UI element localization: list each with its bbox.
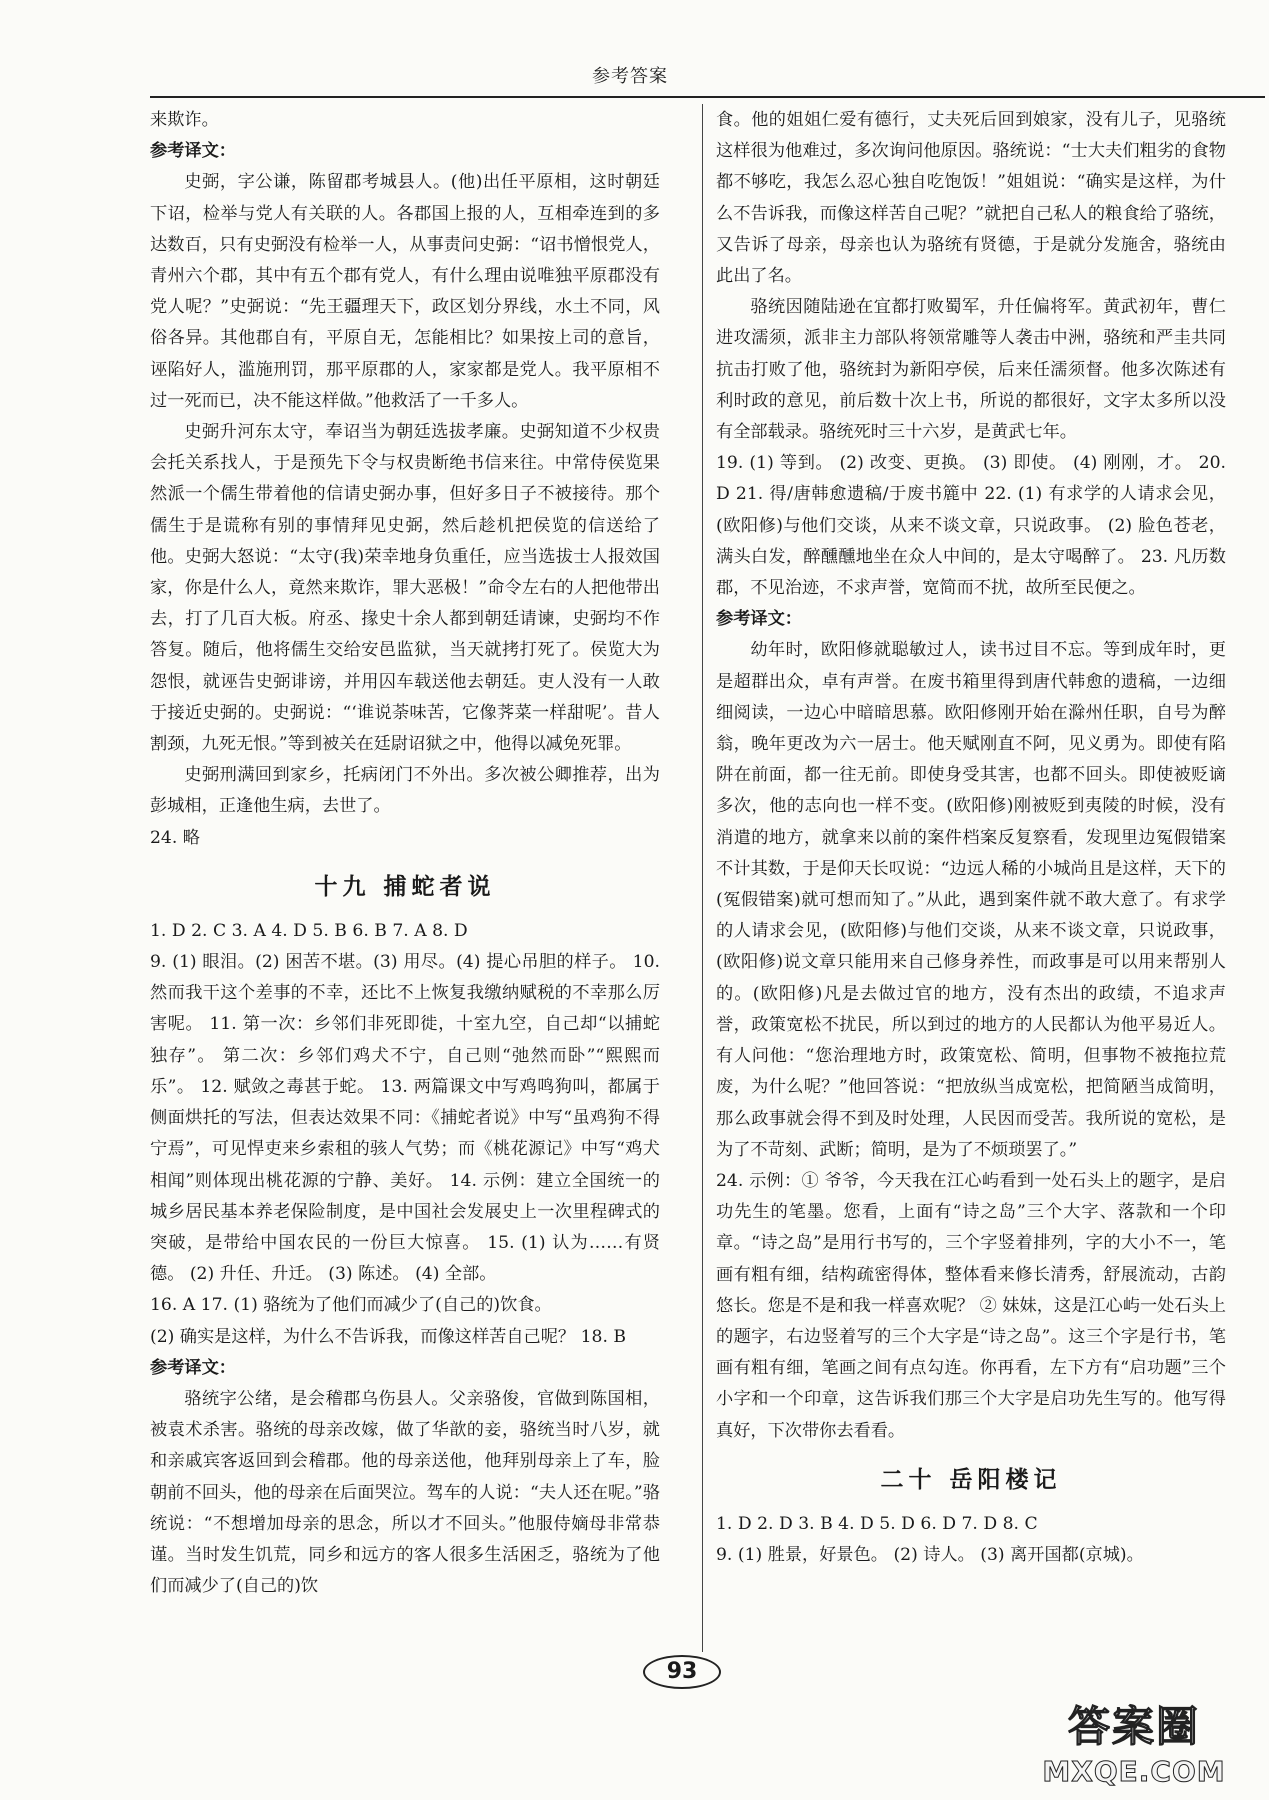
reference-translation-label: 参考译文： xyxy=(150,1357,236,1378)
translation-paragraph: 食。他的姐姐仁爱有德行，丈夫死后回到娘家，没有儿子，见骆统这样很为他难过，多次询问他原因。骆统说：“士大夫们粗劣的食物都不够吃，我怎么忍心独自吃饱饭！”姐姐说：“确实是这样，为什么不告诉我，而像这样苦自己呢？”就把自己私人的粮食给了骆统，又告诉了母亲，母亲也认为骆统有贤德，于是就分发施舍，骆统由此出了名。 xyxy=(716,110,1226,287)
page-number: 93 xyxy=(643,1655,721,1689)
translation-paragraph: 史弼刑满回到家乡，托病闭门不外出。多次被公卿推荐，出为彭城相，正逢他生病，去世了。 xyxy=(150,765,660,817)
watermark-top-text: 答案圈 xyxy=(1067,1702,1200,1751)
translation-paragraph: 骆统字公绪，是会稽郡乌伤县人。父亲骆俊，官做到陈国相，被袁术杀害。骆统的母亲改嫁，做了华歆的妾，骆统当时八岁，就和亲戚宾客返回到会稽郡。他的母亲送他，他拜别母亲上了车，脸朝前不回头，他的母亲在后面哭泣。驾车的人说：“夫人还在呢。”骆统说：“不想增加母亲的思念，所以才不回头。”他服侍嫡母非常恭谨。当时发生饥荒，同乡和远方的客人很多生活困乏，骆统为了他们而减少了(自己的)饮 xyxy=(150,1388,660,1597)
right-column xyxy=(716,105,1226,1571)
watermark-logo xyxy=(1012,1700,1256,1798)
answer-line: 1. D 2. D 3. B 4. D 5. D 6. D 7. D 8. C xyxy=(716,1513,1038,1534)
text-line: 来欺诈。 xyxy=(150,110,219,130)
section-title: 二十 岳阳楼记 xyxy=(880,1466,1062,1493)
reference-translation-label: 参考译文： xyxy=(150,141,236,162)
translation-paragraph: 幼年时，欧阳修就聪敏过人，读书过目不忘。等到成年时，更是超群出众，卓有声誉。在废书箱里得到唐代韩愈的遗稿，一边细细阅读，一边心中暗暗思慕。欧阳修刚开始在滁州任职，自号为醉翁，晚年更改为六一居士。他天赋刚直不阿，见义勇为。即使有陷阱在前面，都一往无前。即使身受其害，也都不回头。即使被贬谪多次，他的志向也一样不变。(欧阳修)刚被贬到夷陵的时候，没有消遣的地方，就拿来以前的案件档案反复察看，发现里边冤假错案不计其数，于是仰天长叹说：“边远人稀的小城尚且是这样，天下的(冤假错案)就可想而知了。”从此，遇到案件就不敢大意了。有求学的人请求会见，(欧阳修)与他们交谈，从来不谈文章，只说政事，(欧阳修)说文章只能用来自己修身养性，而政事是可以用来帮别人的。(欧阳修)凡是去做过官的地方，没有杰出的政绩，不追求声誉，政策宽松不扰民，所以到过的地方的人民都认为他平易近人。有人问他：“您治理地方时，政策宽松、简明，但事物不被拖拉荒废，为什么呢？”他回答说：“把放纵当成宽松，把简陋当成简明，那么政事就会得不到及时处理，人民因而受苦。我所说的宽松，是为了不苛刻、武断；简明，是为了不烦琐罢了。” xyxy=(716,640,1226,1160)
header-rule xyxy=(150,96,1265,98)
answer-line: 9. (1) 胜景，好景色。 (2) 诗人。 (3) 离开国都(京城)。 xyxy=(716,1544,1144,1565)
answer-line: (2) 确实是这样，为什么不告诉我，而像这样苦自己呢？ 18. B xyxy=(150,1326,627,1347)
column-divider xyxy=(702,104,703,1652)
answer-line: 1. D 2. C 3. A 4. D 5. B 6. B 7. A 8. D xyxy=(150,920,468,941)
section-title: 十九 捕蛇者说 xyxy=(314,873,496,900)
answer-paragraph: 24. 示例：① 爷爷，今天我在江心屿看到一处石头上的题字，是启功先生的笔墨。您看，上面有“诗之岛”三个大字、落款和一个印章。“诗之岛”是用行书写的，三个字竖着排列，字的大小不一，笔画有粗有细，结构疏密得体，整体看来修长清秀，舒展流动，古韵悠长。您是不是和我一样喜欢呢？ ② 妹妹，这是江心屿一处石头上的题字，右边竖着写的三个大字是“诗之岛”。这三个字是行书，笔画有粗有细，笔画之间有点勾连。你再看，左下方有“启功题”三个小字和一个印章，这告诉我们那三个大字是启功先生写的。他写得真好，下次带你去看看。 xyxy=(716,1170,1226,1441)
translation-paragraph: 史弼升河东太守，奉诏当为朝廷选拔孝廉。史弼知道不少权贵会托关系找人，于是预先下令与权贵断绝书信来往。中常侍侯览果然派一个儒生带着他的信请史弼办事，但好多日子不被接待。那个儒生于是谎称有别的事情拜见史弼，然后趁机把侯览的信送给了他。史弼大怒说：“太守(我)荣幸地身负重任，应当选拔士人报效国家，你是什么人，竟然来欺诈，罪大恶极！”命令左右的人把他带出去，打了几百大板。府丞、掾史十余人都到朝廷请谏，史弼均不作答复。随后，他将儒生交给安邑监狱，当天就拷打死了。侯览大为怨恨，就诬告史弼诽谤，并用囚车载送他去朝廷。吏人没有一人敢于接近史弼的。史弼说：“‘谁说荼味苦，它像荠菜一样甜呢’。昔人割颈，九死无恨。”等到被关在廷尉诏狱之中，他得以减免死罪。 xyxy=(150,422,660,755)
reference-translation-label: 参考译文： xyxy=(716,609,802,630)
watermark-bottom-text: MXQE.COM xyxy=(1042,1755,1226,1788)
answer-paragraph: 19. (1) 等到。 (2) 改变、更换。 (3) 即使。 (4) 刚刚，才。 20. D 21. 得/唐韩愈遗稿/于废书簏中 22. (1) 有求学的人请求会见，(欧阳修)与他们交谈，从来不谈文章，只说政事。 (2) 脸色苍老，满头白发，醉醺醺地坐在众人中间的，是太守喝醉了。 23. 凡历数郡，不见治迹，不求声誉，宽简而不扰，故所至民便之。 xyxy=(716,453,1226,599)
answer-paragraph: 9. (1) 眼泪。(2) 困苦不堪。(3) 用尽。(4) 提心吊胆的样子。 10. 然而我干这个差事的不幸，还比不上恢复我缴纳赋税的不幸那么厉害呢。 11. 第一次：乡邻们非死即徙，十室九空，自己却“以捕蛇独存”。 第二次：乡邻们鸡犬不宁，自己则“弛然而卧”“熙熙而乐”。 12. 赋敛之毒甚于蛇。 13. 两篇课文中写鸡鸣狗叫，都属于侧面烘托的写法，但表达效果不同：《捕蛇者说》中写“虽鸡狗不得宁焉”，可见悍吏来乡索租的骇人气势；而《桃花源记》中写“鸡犬相闻”则体现出桃花源的宁静、美好。 14. 示例：建立全国统一的城乡居民基本养老保险制度，是中国社会发展史上一次里程碑式的突破，是带给中国农民的一份巨大惊喜。 15. (1) 认为……有贤德。 (2) 升任、升迁。 (3) 陈述。 (4) 全部。 xyxy=(150,952,660,1285)
left-column xyxy=(150,105,660,1602)
translation-paragraph: 史弼，字公谦，陈留郡考城县人。(他)出任平原相，这时朝廷下诏，检举与党人有关联的人。各郡国上报的人，互相牵连到的多达数百，只有史弼没有检举一人，从事责问史弼：“诏书憎恨党人，青州六个郡，其中有五个郡有党人，有什么理由说唯独平原郡没有党人呢？”史弼说：“先王疆理天下，政区划分界线，水土不同，风俗各异。其他郡自有，平原自无，怎能相比？如果按上司的意旨，诬陷好人，滥施刑罚，那平原郡的人，家家都是党人。我平原相不过一死而已，决不能这样做。”他救活了一千多人。 xyxy=(150,172,660,411)
answer-line: 16. A 17. (1) 骆统为了他们而减少了(自己的)饮食。 xyxy=(150,1295,552,1316)
answer-line: 24. 略 xyxy=(150,827,200,848)
translation-paragraph: 骆统因随陆逊在宜都打败蜀军，升任偏将军。黄武初年，曹仁进攻濡须，派非主力部队将领常雕等人袭击中洲，骆统和严圭共同抗击打败了他，骆统封为新阳亭侯，后来任濡须督。他多次陈述有利时政的意见，前后数十次上书，所说的都很好，文字太多所以没有全部载录。骆统死时三十六岁，是黄武七年。 xyxy=(716,297,1226,443)
page-header-title: 参考答案 xyxy=(592,66,668,87)
